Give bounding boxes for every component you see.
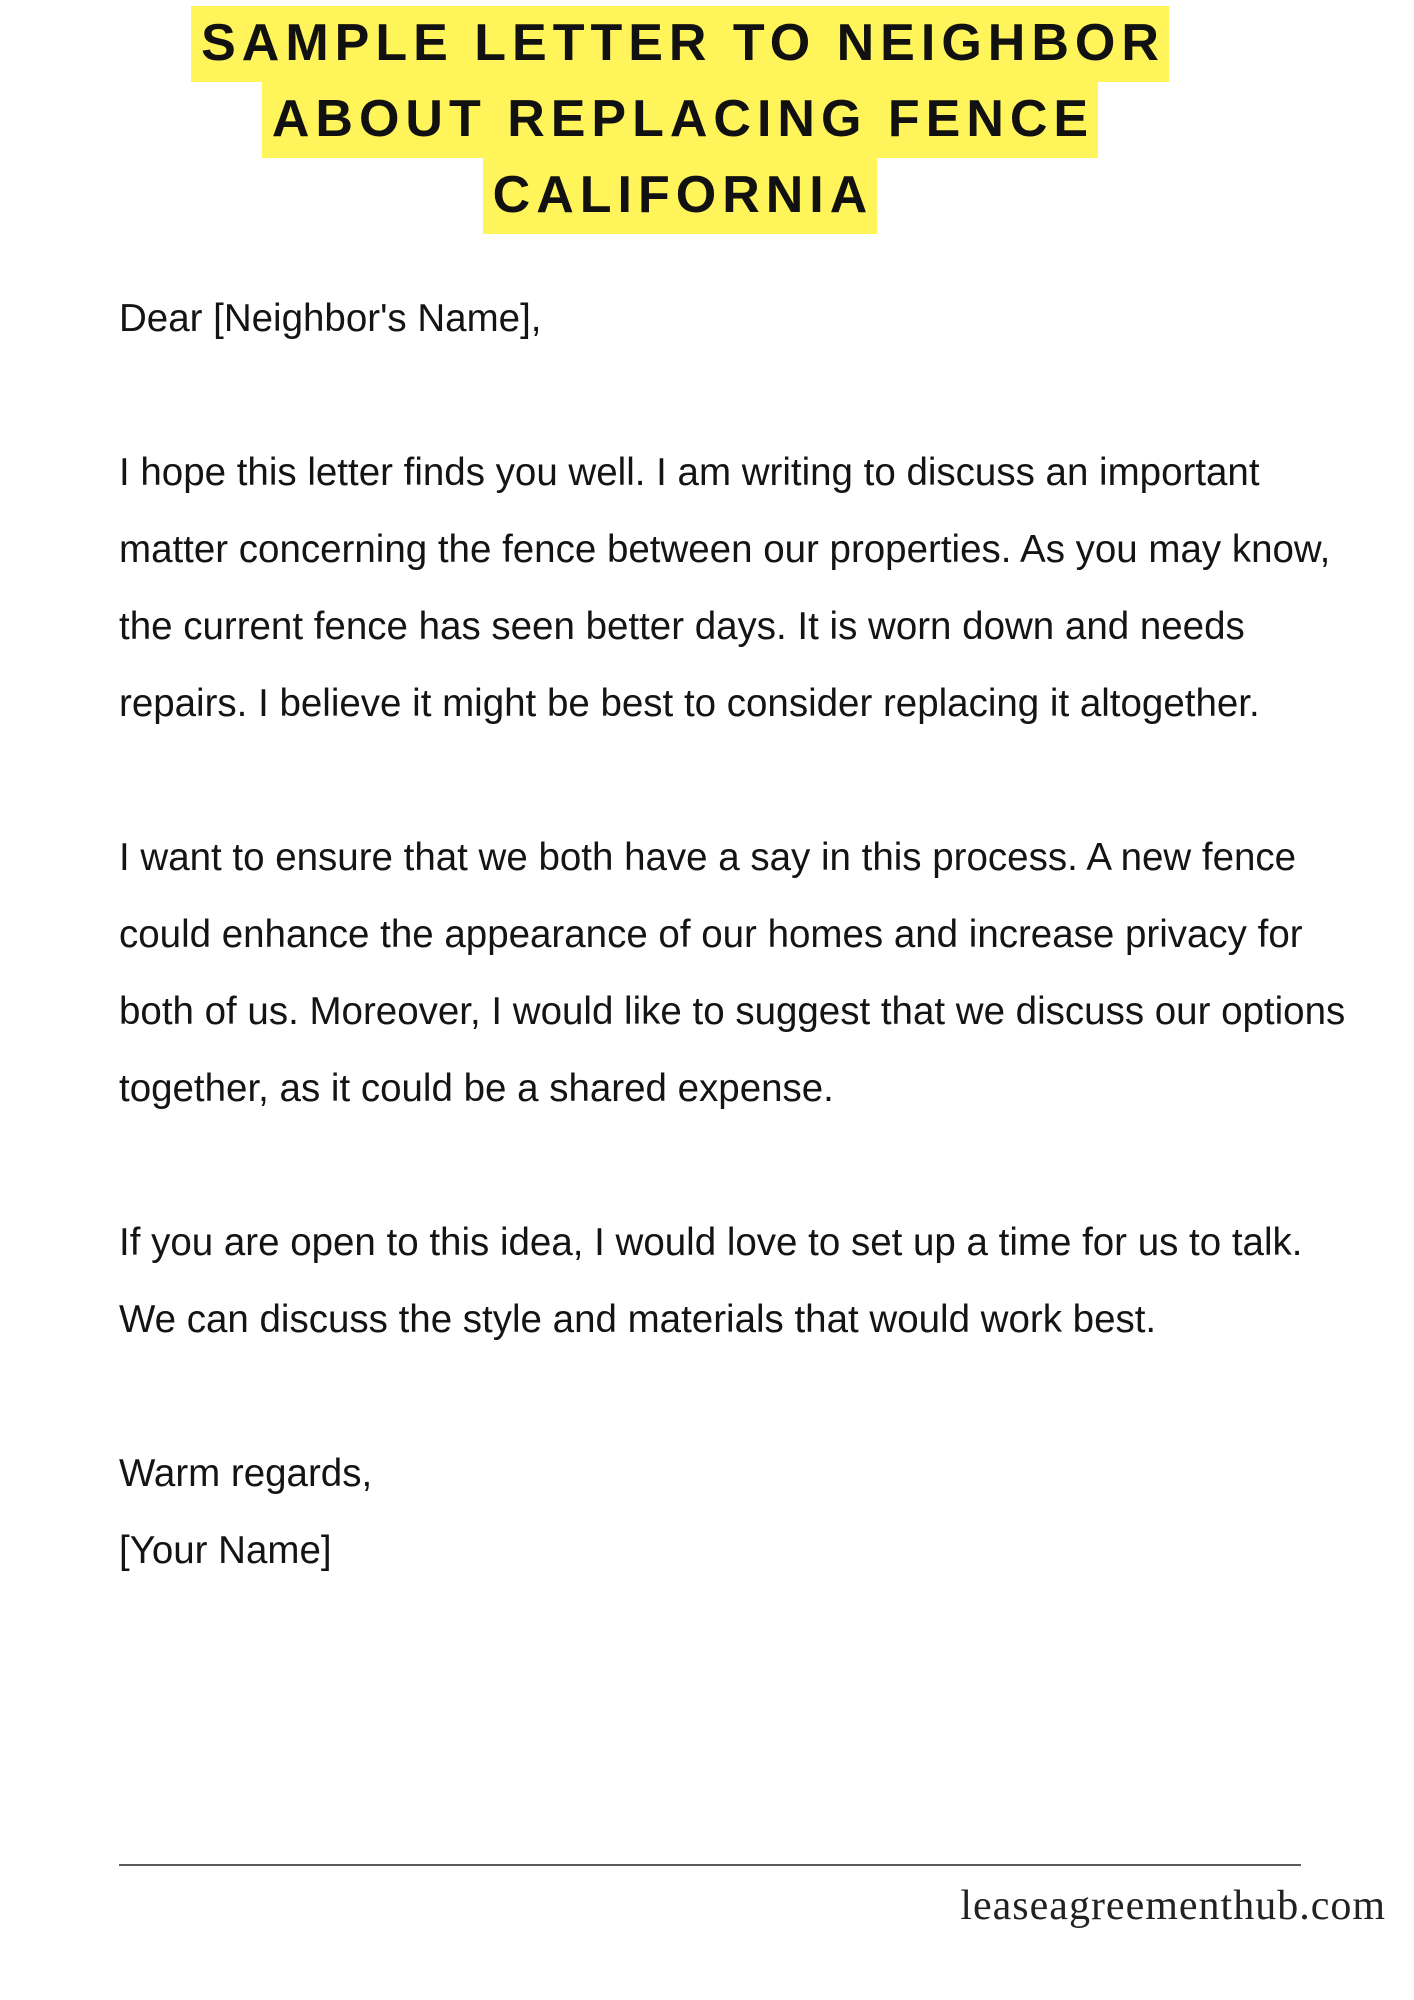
title-line-2: ABOUT REPLACING FENCE [262, 82, 1098, 158]
closing: Warm regards, [119, 1452, 373, 1495]
title-line-1: SAMPLE LETTER TO NEIGHBOR [191, 6, 1169, 82]
salutation: Dear [Neighbor's Name], [119, 297, 542, 340]
paragraph-3: If you are open to this idea, I would love to set up a time for us to talk. We can discuss the style and materials that would work best. [119, 1221, 1303, 1341]
footer-divider [119, 1864, 1301, 1866]
paragraph-2: I want to ensure that we both have a say in this process. A new fence could enhance the appearance of our homes and increase privacy for both of us. Moreover, I would like to suggest that we discuss our options together, as it could be a shared expense. [119, 836, 1346, 1110]
page-title [0, 6, 1360, 234]
footer-site-name: leaseagreementhub.com [960, 1883, 1386, 1929]
letter-body [119, 280, 1359, 1589]
signature: [Your Name] [119, 1529, 332, 1572]
title-line-3: CALIFORNIA [483, 158, 878, 234]
paragraph-1: I hope this letter finds you well. I am writing to discuss an important matter concerning the fence between our properties. As you may know, the current fence has seen better days. It is worn down and needs repairs. I believe it might be best to consider replacing it altogether. [119, 451, 1331, 725]
